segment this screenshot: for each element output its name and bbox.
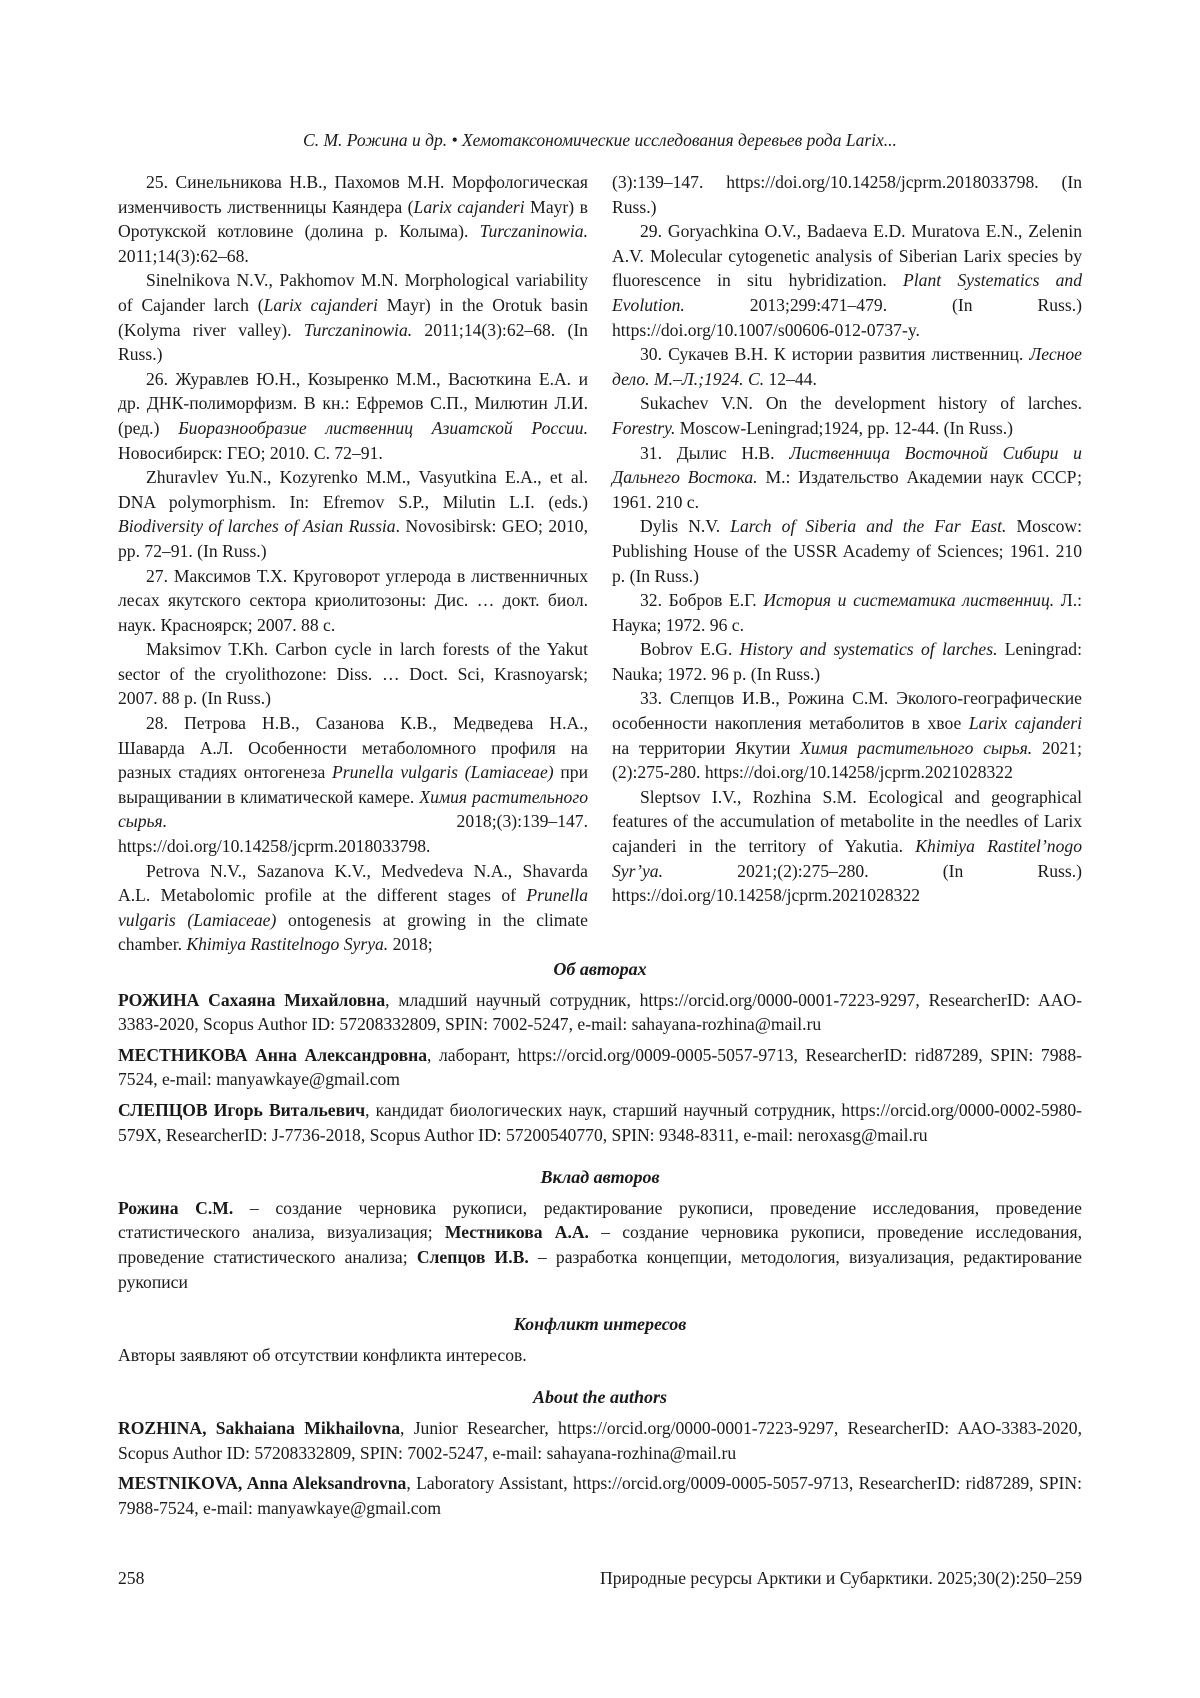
reference-28-en-continued: (3):139–147. https://doi.org/10.14258/jcprm.2018033798. (In Russ.) (612, 172, 1082, 217)
reference-27-ru: 27. Максимов Т.Х. Круговорот углерода в лиственничных лесах якутского сектора криолитозоны: Дис. … докт. биол. наук. Красноярск; 2007. 88 с. (118, 565, 588, 635)
reference-26-en: Zhuravlev Yu.N., Kozyrenko M.M., Vasyutkina E.A., et al. DNA polymorphism. In: Efremov S.P., Milutin L.I. (eds.) Biodiversity of larches of Asian Russia. Novosibirsk: GEO; 2010, pp. 72–91. (In Russ.) (118, 467, 588, 561)
reference-33-en: Sleptsov I.V., Rozhina S.M. Ecological and geographical features of the accumulation of metabolite in the needles of Larix cajanderi in the territory of Yakutia. Khimiya Rastitel’nogo Syr’ya. 2021;(2):275–280. (In Russ.) https://doi.org/10.14258/jcprm.2021028322 (612, 786, 1082, 906)
conflict-text: Авторы заявляют об отсутствии конфликта интересов. (118, 1344, 527, 1365)
reference-33-ru: 33. Слепцов И.В., Рожина С.М. Эколого-географические особенности накопления метаболитов в хвое Larix cajanderi на территории Якутии Химия растительного сырья. 2021;(2):275-280. https://doi.org/10.14258/jcprm.2021028322 (612, 688, 1083, 783)
author-info-sections (118, 957, 1082, 1526)
reference-29: 29. Goryachkina O.V., Badaeva E.D. Muratova E.N., Zelenin A.V. Molecular cytogenetic analysis of Siberian Larix species by fluorescence in situ hybridization. Plant Systematics and Evolution. 2013;299:471–479. (In Russ.) https://doi.org/10.1007/s00606-012-0737-y. (612, 221, 1083, 340)
author-1-en: ROZHINA, Sakhaiana Mikhailovna, Junior Researcher, https://orcid.org/0000-0001-7223-9297, ResearcherID: AAO-3383-2020, Scopus Author ID: 57208332809, SPIN: 7002-5247, e-mail: sahayana-rozhina@mail.ru (118, 1417, 1082, 1463)
author-2-ru: МЕСТНИКОВА Анна Александровна, лаборант, https://orcid.org/0009-0005-5057-9713, ResearcherID: rid87289, SPIN: 7988-7524, e-mail: manyawkaye@gmail.com (118, 1044, 1082, 1090)
conflict-title: Конфликт интересов (513, 1314, 687, 1335)
page-number: 258 (118, 1568, 145, 1588)
author-1-ru: РОЖИНА Сахаяна Михайловна, младший научный сотрудник, https://orcid.org/0000-0001-7223-9297, ResearcherID: AAO-3383-2020, Scopus Author ID: 57208332809, SPIN: 7002-5247, e-mail: sahayana-rozhina@mail.ru (118, 989, 1082, 1035)
reference-28-en: Petrova N.V., Sazanova K.V., Medvedeva N.A., Shavarda A.L. Metabolomic profile at the different stages of Prunella vulgaris (Lamiaceae) ontogenesis at growing in the climate chamber. Khimiya Rastitelnogo Syrya. 2018; (118, 860, 588, 955)
about-authors-ru-title: Об авторах (553, 959, 647, 979)
reference-31-ru: 31. Дылис Н.В. Лиственница Восточной Сибири и Дальнего Востока. М.: Издательство Академии наук СССР; 1961. 210 с. (612, 442, 1082, 512)
references-left-column (118, 170, 588, 957)
reference-28-ru: 28. Петрова Н.В., Сазанова К.В., Медведева Н.А., Шаварда А.Л. Особенности метаболомного профиля на разных стадиях онтогенеза Prunella vulgaris (Lamiaceae) при выращивании в климатической камере. Химия растительного сырья. 2018;(3):139–147. https://doi.org/10.14258/jcprm.2018033798. (118, 713, 589, 857)
reference-25-en: Sinelnikova N.V., Pakhomov M.N. Morphological variability of Cajander larch (Larix cajanderi Mayr) in the Orotuk basin (Kolyma river valley). Turczaninowia. 2011;14(3):62–68. (In Russ.) (118, 270, 589, 365)
reference-30-ru: 30. Сукачев В.Н. К истории развития лиственниц. Лесное дело. М.–Л.;1924. С. 12–44. (612, 344, 1082, 389)
reference-30-en: Sukachev V.N. On the development history of larches. Forestry. Moscow-Leningrad;1924, pp. 12-44. (In Russ.) (612, 393, 1082, 438)
reference-26-ru: 26. Журавлев Ю.Н., Козыренко М.М., Васюткина Е.А. и др. ДНК-полиморфизм. В кн.: Ефремов С.П., Милютин Л.И. (ред.) Биоразнообразие лиственниц Азиатской России. Новосибирск: ГЕО; 2010. С. 72–91. (118, 368, 589, 463)
journal-citation: Природные ресурсы Арктики и Субарктики. 2025;30(2):250–259 (600, 1568, 1082, 1588)
references-right-column (612, 170, 1082, 957)
contribution-text: Рожина С.М. – создание черновика рукописи, редактирование рукописи, проведение исследования, проведение статистического анализа, визуализация; Местникова А.А. – создание черновика рукописи, проведение исследования, проведение статистического анализа; Слепцов И.В. – разработка концепции, методология, визуализация, редактирование рукописи (118, 1197, 1082, 1292)
references-columns (118, 170, 1082, 957)
page-footer (118, 1568, 1082, 1589)
running-head: С. М. Рожина и др. • Хемотаксономические исследования деревьев рода Larix... (303, 130, 897, 150)
contribution-title: Вклад авторов (540, 1167, 660, 1188)
author-2-en: MESTNIKOVA, Anna Aleksandrovna, Laboratory Assistant, https://orcid.org/0009-0005-5057-9713, ResearcherID: rid87289, SPIN: 7988-7524, e-mail: manyawkaye@gmail.com (118, 1473, 1082, 1518)
about-authors-en-title: About the authors (532, 1387, 668, 1408)
reference-27-en: Maksimov T.Kh. Carbon cycle in larch forests of the Yakut sector of the cryolithozone: Diss. … Doct. Sci, Krasnoyarsk; 2007. 88 p. (In Russ.) (118, 639, 588, 709)
reference-32-en: Bobrov E.G. History and systematics of larches. Leningrad: Nauka; 1972. 96 p. (In Russ.) (612, 639, 1082, 684)
reference-25-ru: 25. Синельникова Н.В., Пахомов М.Н. Морфологическая изменчивость лиственницы Каяндера (Larix cajanderi Mayr) в Оротукской котловине (долина р. Колыма). Turczaninowia. 2011;14(3):62–68. (118, 172, 588, 266)
author-3-ru: СЛЕПЦОВ Игорь Витальевич, кандидат биологических наук, старший научный сотрудник, https://orcid.org/0000-0002-5980-579X, ResearcherID: J-7736-2018, Scopus Author ID: 57200540770, SPIN: 9348-8311, e-mail: neroxasg@mail.ru (118, 1099, 1083, 1145)
reference-32-ru: 32. Бобров Е.Г. История и систематика лиственниц. Л.: Наука; 1972. 96 с. (612, 590, 1082, 635)
reference-31-en: Dylis N.V. Larch of Siberia and the Far East. Moscow: Publishing House of the USSR Academy of Sciences; 1961. 210 p. (In Russ.) (612, 516, 1082, 586)
